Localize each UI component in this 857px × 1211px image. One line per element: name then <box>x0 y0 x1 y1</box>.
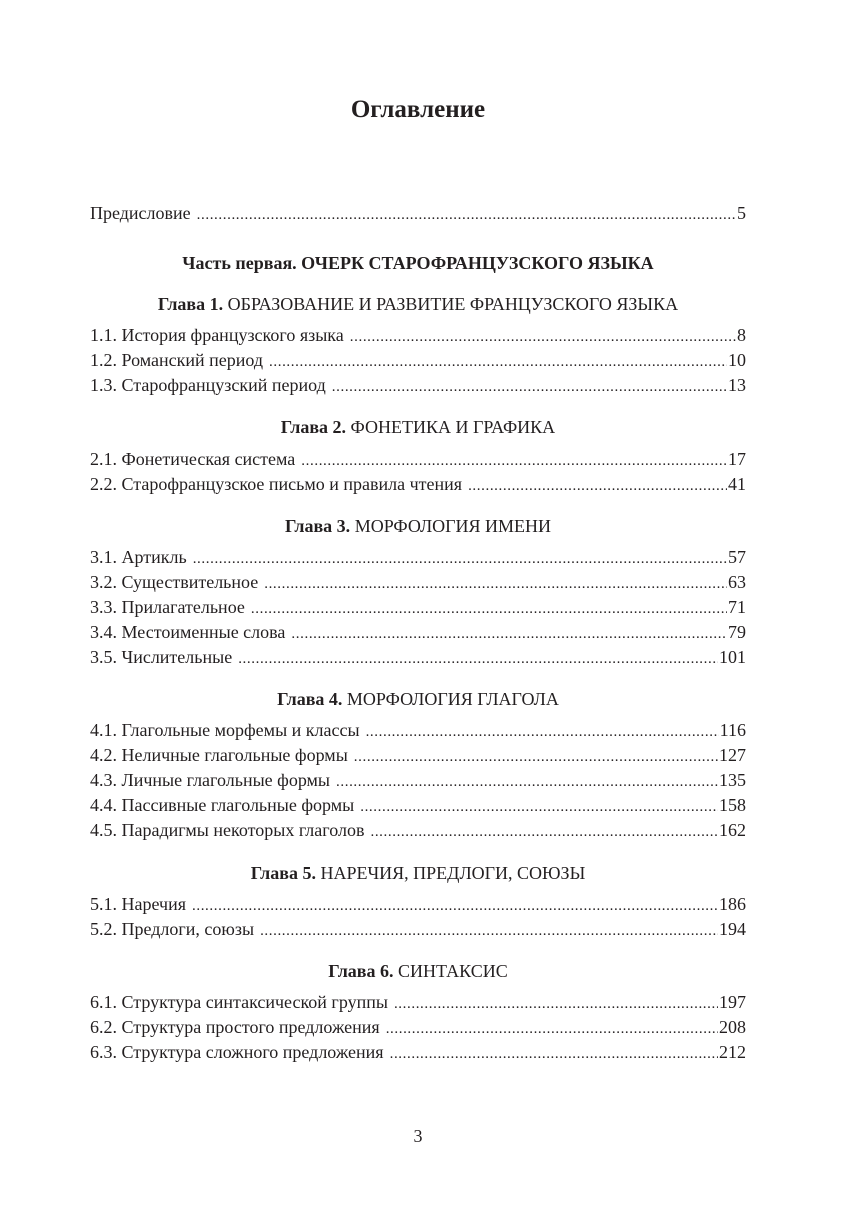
toc-entry-label: 5.2. Предлоги, союзы <box>90 919 255 939</box>
chapter-heading <box>90 415 746 439</box>
chapter-name: ОБРАЗОВАНИЕ И РАЗВИТИЕ ФРАНЦУЗСКОГО ЯЗЫКА <box>227 294 679 314</box>
chapter-prefix: Глава 1. <box>157 294 224 314</box>
dot-leader <box>350 325 736 349</box>
toc-entry-page: 17 <box>728 449 746 469</box>
toc-entry[interactable] <box>90 768 746 792</box>
toc-entry-page: 41 <box>728 474 746 494</box>
chapter-prefix: Глава 5. <box>250 863 316 883</box>
toc-entry-preface[interactable] <box>90 201 746 225</box>
toc-entry[interactable] <box>90 472 746 496</box>
toc-entry-label: 3.2. Существительное <box>90 572 259 592</box>
toc-entry[interactable] <box>90 892 746 916</box>
dot-leader <box>197 203 736 227</box>
toc-entry[interactable] <box>90 743 746 767</box>
dot-leader <box>336 770 718 794</box>
toc-entry[interactable] <box>90 990 746 1014</box>
dot-leader <box>193 547 727 571</box>
toc-entry-label: 2.2. Старофранцузское письмо и правила чтения <box>90 474 463 494</box>
toc-entry[interactable] <box>90 1040 746 1064</box>
toc-entry-page: 8 <box>737 325 746 345</box>
chapter-heading <box>90 861 746 885</box>
toc-entry[interactable] <box>90 1015 746 1039</box>
toc-entry[interactable] <box>90 373 746 397</box>
toc-entry-page: 158 <box>719 795 746 815</box>
toc-entry-page: 212 <box>719 1042 746 1062</box>
dot-leader <box>192 894 718 918</box>
toc-entry-label: 2.1. Фонетическая система <box>90 449 296 469</box>
toc-entry-label: 3.1. Артикль <box>90 547 187 567</box>
dot-leader <box>366 720 719 744</box>
chapter-prefix: Глава 2. <box>280 417 347 437</box>
toc-entry-label: 6.2. Структура простого предложения <box>90 1017 380 1037</box>
dot-leader <box>354 745 718 769</box>
toc-entry-label: 4.2. Неличные глагольные формы <box>90 745 348 765</box>
toc-entry[interactable] <box>90 718 746 742</box>
page-title: Оглавление <box>350 96 486 123</box>
dot-leader <box>291 622 727 646</box>
chapter-heading <box>90 687 746 711</box>
toc-entry-label: 1.3. Старофранцузский период <box>90 375 326 395</box>
toc-entry-page: 197 <box>719 992 746 1012</box>
toc-entry-label: 4.5. Парадигмы некоторых глаголов <box>90 820 365 840</box>
dot-leader <box>468 474 727 498</box>
dot-leader <box>251 597 727 621</box>
chapter-name: СИНТАКСИС <box>398 961 508 981</box>
toc-entry[interactable] <box>90 570 746 594</box>
toc-entry-label: 1.2. Романский период <box>90 350 264 370</box>
dot-leader <box>301 449 727 473</box>
toc-entry-page: 135 <box>719 770 746 790</box>
page-number: 3 <box>413 1126 423 1146</box>
toc-entry[interactable] <box>90 447 746 471</box>
toc-entry-label: 3.4. Местоименные слова <box>90 622 286 642</box>
toc-entry-page: 10 <box>728 350 746 370</box>
toc-entry-page: 162 <box>719 820 746 840</box>
dot-leader <box>394 992 718 1016</box>
toc-entry-label: 1.1. История французского языка <box>90 325 344 345</box>
toc-entry-page: 57 <box>728 547 746 567</box>
toc-entry-page: 71 <box>728 597 746 617</box>
toc-entry[interactable] <box>90 793 746 817</box>
toc-entry[interactable] <box>90 545 746 569</box>
chapter-prefix: Глава 4. <box>277 689 343 709</box>
toc-entry-label: 4.4. Пассивные глагольные формы <box>90 795 355 815</box>
dot-leader <box>370 820 718 844</box>
dot-leader <box>269 350 727 374</box>
toc-entry[interactable] <box>90 595 746 619</box>
toc-entry-label: 4.1. Глагольные морфемы и классы <box>90 720 360 740</box>
toc-entry-page: 63 <box>728 572 746 592</box>
toc-entry-page: 186 <box>719 894 746 914</box>
toc-entry[interactable] <box>90 645 746 669</box>
toc-entry-page: 79 <box>728 622 746 642</box>
chapter-heading <box>90 959 746 983</box>
toc-entry-label: 6.3. Структура сложного предложения <box>90 1042 384 1062</box>
dot-leader <box>238 647 718 671</box>
toc-entry-label: 6.1. Структура синтаксической группы <box>90 992 388 1012</box>
toc-entry-page: 116 <box>719 720 746 740</box>
toc-entry-page: 101 <box>719 647 746 667</box>
toc-entry[interactable] <box>90 323 746 347</box>
chapter-heading <box>90 292 746 316</box>
part-title: Часть первая. ОЧЕРК СТАРОФРАНЦУЗСКОГО ЯЗЫКА <box>182 253 654 273</box>
chapter-name: ФОНЕТИКА И ГРАФИКА <box>350 417 556 437</box>
toc-entry[interactable] <box>90 348 746 372</box>
toc-entry-label: Предисловие <box>90 203 191 223</box>
chapter-name: НАРЕЧИЯ, ПРЕДЛОГИ, СОЮЗЫ <box>320 863 586 883</box>
chapter-prefix: Глава 3. <box>284 516 351 536</box>
toc-entry-label: 3.5. Числительные <box>90 647 233 667</box>
chapter-prefix: Глава 6. <box>328 961 394 981</box>
dot-leader <box>390 1042 718 1066</box>
toc-entry[interactable] <box>90 917 746 941</box>
dot-leader <box>360 795 718 819</box>
dot-leader <box>260 919 718 943</box>
dot-leader <box>264 572 727 596</box>
toc-entry-label: 5.1. Наречия <box>90 894 186 914</box>
toc-entry-page: 194 <box>719 919 746 939</box>
chapter-name: МОРФОЛОГИЯ ГЛАГОЛА <box>346 689 559 709</box>
dot-leader <box>332 375 727 399</box>
toc-entry-label: 4.3. Личные глагольные формы <box>90 770 331 790</box>
toc-entry-page: 208 <box>719 1017 746 1037</box>
toc-entry[interactable] <box>90 620 746 644</box>
dot-leader <box>386 1017 718 1041</box>
toc-entry-page: 127 <box>719 745 746 765</box>
chapter-name: МОРФОЛОГИЯ ИМЕНИ <box>354 516 552 536</box>
toc-entry[interactable] <box>90 818 746 842</box>
toc-entry-page: 13 <box>728 375 746 395</box>
toc-entry-label: 3.3. Прилагательное <box>90 597 245 617</box>
chapter-heading <box>90 514 746 538</box>
toc-entry-page: 5 <box>737 203 746 223</box>
